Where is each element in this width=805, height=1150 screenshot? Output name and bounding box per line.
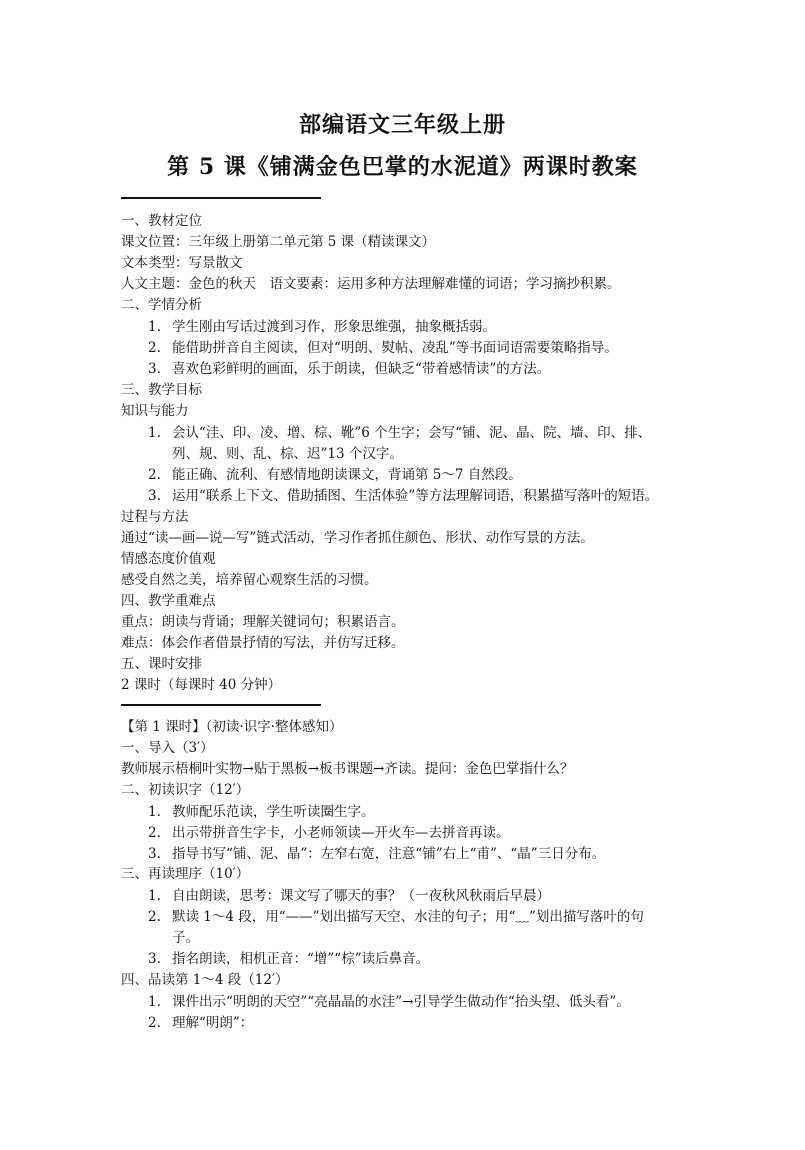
item-text: 自由朗读，思考：课文写了哪天的事？（一夜秋风秋雨后早晨） — [172, 888, 550, 904]
section-heading: 二、初读识字（12′） — [121, 782, 250, 798]
item-text: 出示带拼音生字卡，小老师领读—开火车—去拼音再读。 — [172, 825, 510, 841]
item-text: 学生刚由写话过渡到习作，形象思维强，抽象概括弱。 — [172, 319, 496, 335]
list-item — [148, 339, 618, 357]
item-number: 1. — [148, 888, 161, 904]
list-item — [148, 993, 630, 1011]
item-number: 2. — [148, 340, 161, 356]
text-line: 2 课时（每课时 40 分钟） — [121, 677, 282, 693]
lesson-heading: 【第 1 课时】（初读·识字·整体感知） — [121, 719, 343, 735]
section-heading: 三、教学目标 — [121, 382, 202, 398]
list-item — [148, 318, 496, 336]
divider-rule — [121, 704, 321, 706]
text-line: 文本类型：写景散文 — [121, 255, 243, 271]
section-heading: 三、再读理序（10′） — [121, 866, 250, 882]
section-heading: 二、学情分析 — [121, 297, 202, 313]
sub-heading: 过程与方法 — [121, 509, 189, 525]
item-text: 课件出示“明朗的天空”“亮晶晶的水洼”→引导学生做动作“抬头望、低头看”。 — [172, 994, 630, 1010]
item-number: 3. — [148, 361, 161, 377]
item-text: 教师配乐范读，学生听读圈生字。 — [172, 804, 375, 820]
sub-heading: 情感态度价值观 — [121, 551, 216, 567]
list-item — [148, 487, 658, 505]
list-item — [148, 887, 550, 905]
list-item — [148, 1014, 253, 1032]
item-text: 指导书写“铺、泥、晶”：左窄右宽，注意“铺”右上“甫”、“晶”三日分布。 — [172, 846, 606, 862]
item-text: 能正确、流利、有感情地朗读课文，背诵第 5～7 自然段。 — [172, 467, 522, 483]
item-number: 1. — [148, 804, 161, 820]
list-item — [148, 466, 522, 484]
item-text: 运用“联系上下文、借助插图、生活体验”等方法理解词语，积累描写落叶的短语。 — [172, 488, 659, 504]
item-number: 1. — [148, 425, 161, 441]
item-text: 喜欢色彩鲜明的画面，乐于朗读，但缺乏“带着感情读”的方法。 — [172, 361, 551, 377]
item-number: 1. — [148, 319, 161, 335]
list-item — [148, 845, 605, 863]
document-subtitle: 第 5 课《铺满金色巴掌的水泥道》两课时教案 — [167, 154, 638, 180]
text-line: 通过“读—画—说—写”链式活动，学习作者抓住颜色、形状、动作写景的方法。 — [121, 530, 594, 546]
item-continuation: 子。 — [172, 930, 199, 946]
sub-heading: 知识与能力 — [121, 403, 189, 419]
item-number: 1. — [148, 994, 161, 1010]
list-item — [148, 824, 510, 842]
list-item — [148, 908, 644, 926]
list-item — [148, 803, 375, 821]
item-text: 理解“明朗”： — [172, 1015, 254, 1031]
document-title: 部编语文三年级上册 — [298, 112, 506, 138]
text-line: 重点：朗读与背诵；理解关键词句；积累语言。 — [121, 614, 405, 630]
item-text: 指名朗读，相机正音：“增”“棕”读后鼻音。 — [172, 951, 430, 967]
list-item — [148, 424, 651, 442]
section-heading: 一、教材定位 — [121, 213, 202, 229]
text-line: 难点：体会作者借景抒情的写法，并仿写迁移。 — [121, 635, 405, 651]
list-item — [148, 360, 550, 378]
text-line: 教师展示梧桐叶实物→贴于黑板→板书课题→齐读。提问：金色巴掌指什么？ — [121, 761, 574, 777]
item-number: 3. — [148, 488, 161, 504]
section-heading: 四、品读第 1～4 段（12′） — [121, 972, 289, 988]
item-number: 2. — [148, 909, 161, 925]
item-text: 默读 1～4 段，用“——”划出描写天空、水洼的句子；用“﹏”划出描写落叶的句 — [172, 909, 644, 925]
item-text: 能借助拼音自主阅读，但对“明朗、熨帖、凌乱”等书面词语需要策略指导。 — [172, 340, 618, 356]
item-text: 会认“洼、印、凌、增、棕、靴”6 个生字；会写“铺、泥、晶、院、墙、印、排、 — [172, 425, 652, 441]
section-heading: 五、课时安排 — [121, 656, 202, 672]
text-line: 感受自然之美，培养留心观察生活的习惯。 — [121, 572, 378, 588]
item-number: 3. — [148, 846, 161, 862]
item-number: 3. — [148, 951, 161, 967]
section-heading: 四、教学重难点 — [121, 593, 216, 609]
item-number: 2. — [148, 467, 161, 483]
text-line: 人文主题：金色的秋天 语文要素：运用多种方法理解难懂的词语；学习摘抄积累。 — [121, 276, 621, 292]
text-line: 课文位置：三年级上册第二单元第 5 课（精读课文） — [121, 234, 436, 250]
item-number: 2. — [148, 1015, 161, 1031]
list-item — [148, 950, 429, 968]
item-continuation: 列、规、则、乱、棕、迟”13 个汉字。 — [172, 446, 403, 462]
section-heading: 一、导入（3′） — [121, 740, 214, 756]
item-number: 2. — [148, 825, 161, 841]
divider-rule — [121, 197, 321, 199]
